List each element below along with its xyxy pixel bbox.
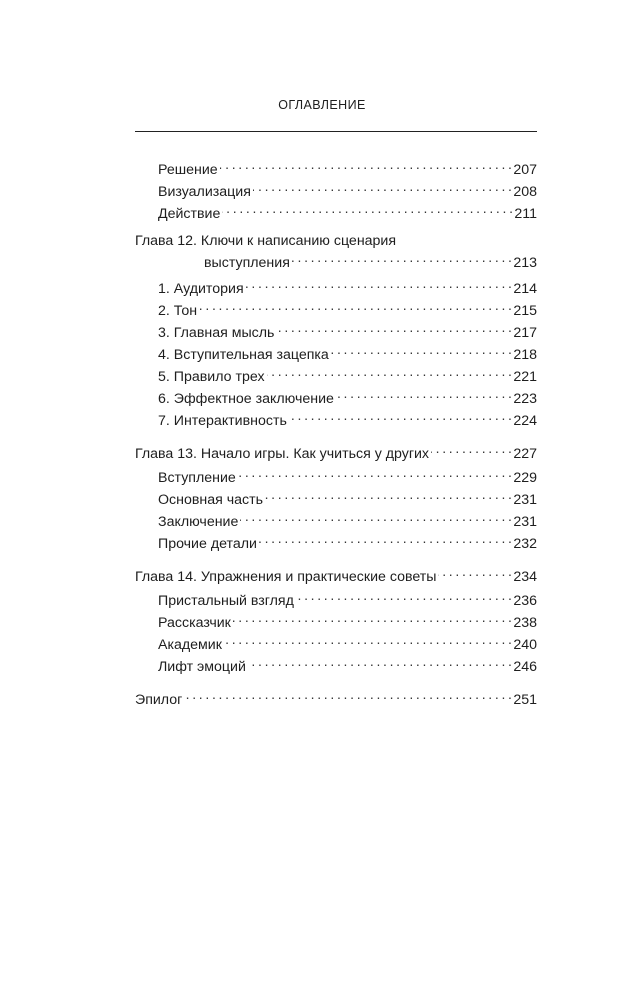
toc-entry-label: 6. Эффектное заключение [158, 391, 334, 407]
toc-entry-label: Эпилог [135, 692, 183, 708]
dot-leader [289, 405, 511, 425]
toc-entry-label: 1. Аудитория [158, 281, 244, 297]
dot-leader [265, 484, 511, 504]
toc-entry [135, 438, 537, 462]
toc-entry-page: 217 [513, 325, 537, 341]
toc-entry-label: Вступление [158, 470, 236, 486]
toc-entry-label: 5. Правило трех [158, 369, 265, 385]
toc-entry-label: выступления [204, 255, 290, 271]
toc-entry [158, 317, 537, 341]
toc-entry [158, 607, 537, 631]
toc-entry [158, 585, 537, 609]
dot-leader [431, 438, 511, 458]
dot-leader [222, 198, 512, 218]
toc-entry-label: Лифт эмоций [158, 659, 246, 675]
toc-entry-label: 2. Тон [158, 303, 198, 319]
toc-entry-page: 215 [513, 303, 537, 319]
toc-entry-label: 4. Вступительная зацепка [158, 347, 329, 363]
toc-entry-label: 7. Интерактивность [158, 413, 287, 429]
dot-leader [199, 295, 511, 315]
toc-entry [158, 629, 537, 653]
toc-entry-page: 251 [513, 692, 537, 708]
page-heading: ОГЛАВЛЕНИЕ [278, 98, 366, 112]
toc-entry [158, 528, 537, 552]
toc-entry [158, 295, 537, 319]
toc-entry-page: 221 [513, 369, 537, 385]
toc-entry-page: 211 [514, 206, 537, 222]
dot-leader [248, 651, 511, 671]
toc-entry-page: 208 [513, 184, 537, 200]
toc-entry [158, 273, 537, 297]
toc-entry-page: 236 [513, 593, 537, 609]
dot-leader [267, 361, 512, 381]
toc-entry-page: 238 [513, 615, 537, 631]
dot-leader [184, 684, 511, 704]
dot-leader [292, 247, 511, 267]
dot-leader [220, 154, 512, 174]
toc-entry [158, 176, 537, 200]
toc-entry-page: 231 [513, 492, 537, 508]
dot-leader [246, 273, 512, 293]
toc-entry [158, 154, 537, 178]
toc-entry-page: 214 [513, 281, 537, 297]
toc-entry [135, 561, 537, 585]
toc-entry [158, 339, 537, 363]
dot-leader [336, 383, 511, 403]
toc-chapter-title: Глава 12. Ключи к написанию сценария [135, 233, 397, 249]
toc-entry-page: 232 [513, 536, 537, 552]
toc-entry-page: 218 [513, 347, 537, 363]
toc-entry-page: 227 [513, 446, 537, 462]
dot-leader [253, 176, 511, 196]
toc-entry [158, 484, 537, 508]
dot-leader [259, 528, 511, 548]
toc-entry-label: 3. Главная мысль [158, 325, 275, 341]
dot-leader [233, 607, 511, 627]
toc-entry [158, 383, 537, 407]
dot-leader [240, 506, 511, 526]
toc-entry-label: Академик [158, 637, 222, 653]
toc-entry-page: 246 [513, 659, 537, 675]
dot-leader [331, 339, 512, 359]
dot-leader [224, 629, 511, 649]
toc-entry-label: Основная часть [158, 492, 264, 508]
toc-entry-label: Заключение [158, 514, 239, 530]
toc-entry [204, 247, 537, 271]
toc-entry-label: Глава 14. Упражнения и практические советы [135, 569, 437, 585]
toc-entry-label: Прочие детали [158, 536, 257, 552]
toc-entry-page: 213 [513, 255, 537, 271]
dot-leader [296, 585, 511, 605]
toc-entry-label: Решение [158, 162, 218, 178]
dot-leader [276, 317, 511, 337]
toc-entry-page: 231 [513, 514, 537, 530]
toc-entry-label: Рассказчик [158, 615, 231, 631]
toc-entry-page: 207 [513, 162, 537, 178]
toc-entry-page: 240 [513, 637, 537, 653]
dot-leader [438, 561, 511, 581]
toc-entry [135, 684, 537, 708]
toc-entry-page: 223 [513, 391, 537, 407]
toc-entry-label: Глава 13. Начало игры. Как учиться у других [135, 446, 430, 462]
toc-entry-label: Пристальный взгляд [158, 593, 294, 609]
toc-entry [158, 198, 537, 222]
toc-entry [158, 462, 537, 486]
toc-entry-page: 229 [513, 470, 537, 486]
toc-entry [158, 506, 537, 530]
toc-entry-page: 224 [513, 413, 537, 429]
toc-entry-label: Действие [158, 206, 221, 222]
toc-entry [158, 651, 537, 675]
dot-leader [238, 462, 512, 482]
toc-entry-label: Визуализация [158, 184, 251, 200]
heading-rule [135, 131, 537, 132]
toc-entry [158, 361, 537, 385]
toc-entry [158, 405, 537, 429]
toc-entry-page: 234 [513, 569, 537, 585]
